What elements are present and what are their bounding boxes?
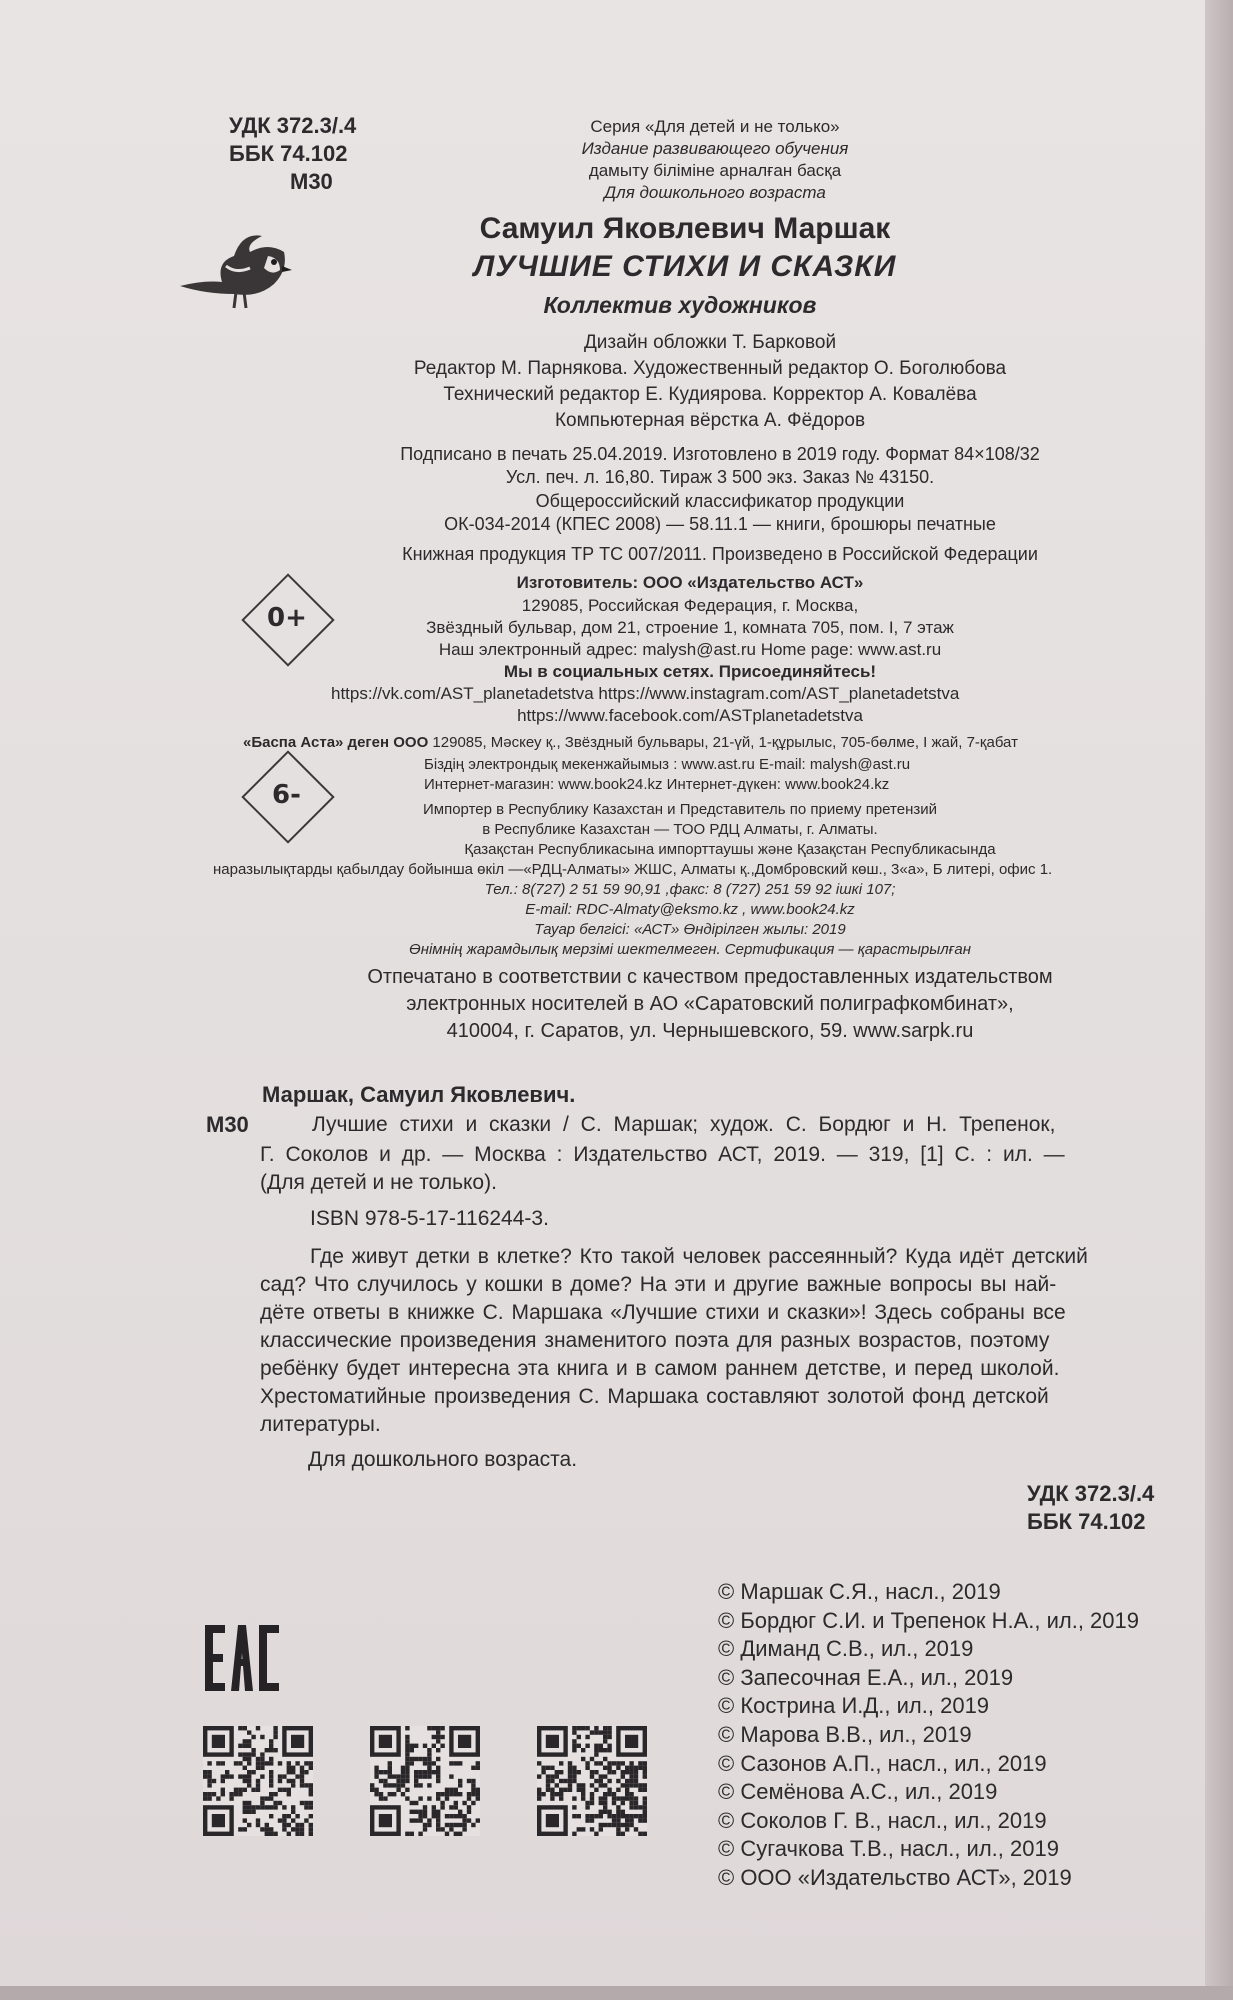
maker-address-1: 129085, Российская Федерация, г. Москва, bbox=[521, 596, 859, 615]
credit-editors: Редактор М. Парнякова. Художественный редактор О. Боголюбова bbox=[413, 358, 1007, 379]
bird-logo-icon bbox=[176, 222, 294, 312]
bottom-edge bbox=[0, 1986, 1233, 2000]
udk-bottom: УДК 372.3/.4 bbox=[1027, 1481, 1155, 1506]
series-line-3: дамыту біліміне арналған басқа bbox=[588, 161, 842, 180]
maker-social-heading: Мы в социальных сетях. Присоединяйтесь! bbox=[503, 662, 877, 681]
annotation-line-4: классические произведения знаменитого поэта для разных возрастов, поэтому bbox=[260, 1329, 1050, 1352]
credit-layout: Компьютерная вёрстка А. Фёдоров bbox=[554, 410, 866, 431]
series-line-2: Издание развивающего обучения bbox=[581, 139, 849, 158]
biblio-code: М30 bbox=[206, 1112, 249, 1137]
qr-code-3-icon bbox=[537, 1726, 647, 1836]
print-info-4: ОК-034-2014 (КПЕС 2008) — 58.11.1 — книги, брошюры печатные bbox=[444, 514, 996, 534]
annotation-age: Для дошкольного возраста. bbox=[308, 1448, 578, 1471]
eac-conformity-mark bbox=[205, 1623, 281, 1695]
artists-collective: Коллектив художников bbox=[543, 292, 817, 318]
page-edge bbox=[1205, 0, 1233, 2000]
annotation-line-5: ребёнку будет интересна эта книга и в самом раннем детстве, и перед школой. bbox=[260, 1357, 1060, 1380]
age-rating-0plus: 0+ bbox=[267, 603, 307, 633]
bbk-bottom: ББК 74.102 bbox=[1027, 1509, 1146, 1534]
kz-email: E-mail: RDC-Almaty@eksmo.kz , www.book24.kz bbox=[525, 901, 855, 918]
maker-facebook: https://www.facebook.com/ASTplanetadetstva bbox=[517, 706, 863, 725]
biblio-line-1: Лучшие стихи и сказки / С. Маршак; худож. С. Бордюг и Н. Трепенок, bbox=[312, 1113, 1056, 1136]
annotation-line-6: Хрестоматийные произведения С. Маршака составляют золотой фонд детской bbox=[260, 1385, 1049, 1408]
maker-address-2: Звёздный бульвар, дом 21, строение 1, комната 705, пом. I, 7 этаж bbox=[426, 618, 954, 637]
bbk-top: ББК 74.102 bbox=[229, 141, 348, 166]
udk-top: УДК 372.3/.4 bbox=[229, 113, 357, 138]
annotation-line-2: сад? Что случилось у кошки в доме? На эти и другие важные вопросы вы най- bbox=[260, 1273, 1057, 1296]
printed-by-2: электронных носителей в АО «Саратовский полиграфкомбинат», bbox=[406, 993, 1014, 1015]
maker-social-links: https://vk.com/AST_planetadetstva https://www.instagram.com/AST_planetadetstva bbox=[331, 684, 960, 703]
annotation-line-7: литературы. bbox=[260, 1413, 381, 1436]
annotation-line-3: дёте ответы в книжке С. Маршака «Лучшие стихи и сказки»! Здесь собраны все bbox=[260, 1301, 1066, 1324]
kz-importer-1: Импортер в Республику Казахстан и Представитель по приему претензий bbox=[423, 801, 937, 818]
copyright-line: © Соколов Г. В., насл., ил., 2019 bbox=[718, 1807, 1047, 1833]
age-rating-6: 6- bbox=[272, 780, 301, 810]
copyright-line: © Бордюг С.И. и Трепенок Н.А., ил., 2019 bbox=[718, 1607, 1139, 1633]
kz-importer-2: в Республике Казахстан — ТОО РДЦ Алматы, г. Алматы. bbox=[482, 821, 878, 838]
biblio-author: Маршак, Самуил Яковлевич. bbox=[262, 1082, 576, 1107]
print-info-1: Подписано в печать 25.04.2019. Изготовлено в 2019 году. Формат 84×108/32 bbox=[400, 444, 1040, 464]
kz-trademark: Тауар белгісі: «АСТ» Өндірілген жылы: 2019 bbox=[534, 921, 846, 938]
credit-cover-design: Дизайн обложки Т. Барковой bbox=[583, 332, 837, 353]
series-line-1: Серия «Для детей и не только» bbox=[590, 117, 840, 136]
kz-importer-3: Қазақстан Республикасына импорттаушы және Қазақстан Республикасында bbox=[464, 841, 996, 858]
copyright-line: © Кострина И.Д., ил., 2019 bbox=[718, 1693, 990, 1719]
print-info-3: Общероссийский классификатор продукции bbox=[535, 491, 905, 511]
kz-phone: Тел.: 8(727) 2 51 59 90,91 ,факс: 8 (727) 251 59 92 ішкі 107; bbox=[484, 881, 896, 898]
biblio-line-2: Г. Соколов и др. — Москва : Издательство АСТ, 2019. — 319, [1] С. : ил. — bbox=[260, 1143, 1065, 1166]
print-info-5: Книжная продукция ТР ТС 007/2011. Произведено в Российской Федерации bbox=[402, 544, 1038, 564]
kz-importer-4: наразылықтарды қабылдау бойынша өкіл —«РДЦ-Алматы» ЖШС, Алматы қ.,Домбровский көш., 3«а», Б литері, офис 1. bbox=[213, 861, 1053, 878]
qr-code-2-icon bbox=[370, 1726, 480, 1836]
kz-publisher-line bbox=[243, 735, 1018, 752]
copyright-line: © Марова В.В., ил., 2019 bbox=[718, 1722, 972, 1747]
author-code-top: М30 bbox=[290, 169, 333, 194]
qr-code-1-icon bbox=[203, 1726, 313, 1836]
copyright-line: © Семёнова А.С., ил., 2019 bbox=[718, 1779, 998, 1805]
biblio-line-3: (Для детей и не только). bbox=[260, 1171, 497, 1194]
annotation-line-1: Где живут детки в клетке? Кто такой человек рассеянный? Куда идёт детский bbox=[310, 1245, 1088, 1268]
book-author: Самуил Яковлевич Маршак bbox=[479, 212, 891, 245]
kz-publisher-name: «Баспа Аста» деген ООО bbox=[243, 734, 429, 751]
copyright-line: © Маршак С.Я., насл., 2019 bbox=[718, 1579, 1001, 1604]
copyright-line: © Запесочная Е.А., ил., 2019 bbox=[718, 1664, 1014, 1690]
maker-name: Изготовитель: ООО «Издательство АСТ» bbox=[516, 573, 864, 592]
maker-contacts: Наш электронный адрес: malysh@ast.ru Home page: www.ast.ru bbox=[438, 640, 942, 659]
copyright-line: © Сугачкова Т.В., насл., ил., 2019 bbox=[718, 1836, 1059, 1862]
print-info-2: Усл. печ. л. 16,80. Тираж 3 500 экз. Заказ № 43150. bbox=[505, 467, 935, 487]
copyright-line: © ООО «Издательство АСТ», 2019 bbox=[718, 1865, 1072, 1890]
copyright-line: © Диманд С.В., ил., 2019 bbox=[718, 1636, 974, 1662]
kz-shop-line: Интернет-магазин: www.book24.kz Интернет-дүкен: www.book24.kz bbox=[424, 776, 890, 793]
copyright-line: © Сазонов А.П., насл., ил., 2019 bbox=[718, 1750, 1047, 1776]
kz-certification: Өнімнің жарамдылық мерзімі шектелмеген. Сертификация — қарастырылған bbox=[409, 941, 971, 958]
credit-technical: Технический редактор Е. Кудиярова. Корректор А. Ковалёва bbox=[443, 384, 977, 405]
series-line-4: Для дошкольного возраста bbox=[604, 183, 826, 202]
kz-email-line: Біздің электрондық мекенжайымыз : www.ast.ru E-mail: malysh@ast.ru bbox=[424, 756, 911, 773]
printed-by-1: Отпечатано в соответствии с качеством предоставленных издательством bbox=[367, 966, 1053, 988]
kz-publisher-address: 129085, Мәскеу қ., Звёздный бульвары, 21-үй, 1-құрылыс, 705-бөлме, I жай, 7-қабат bbox=[428, 734, 1018, 751]
isbn: ISBN 978-5-17-116244-3. bbox=[310, 1207, 549, 1230]
printed-by-3: 410004, г. Саратов, ул. Чернышевского, 59. www.sarpk.ru bbox=[446, 1020, 974, 1042]
book-title: ЛУЧШИЕ СТИХИ И СКАЗКИ bbox=[473, 250, 897, 283]
